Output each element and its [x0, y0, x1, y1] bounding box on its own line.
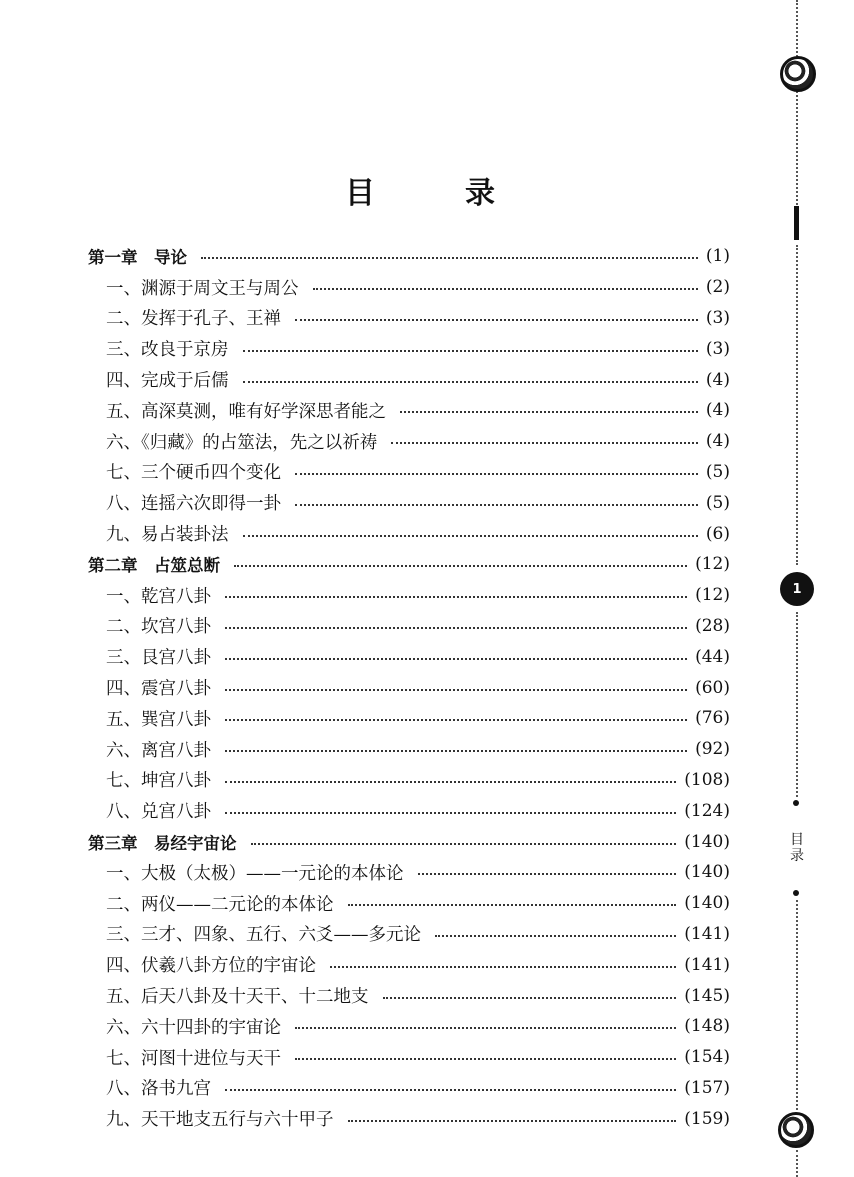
- toc-entry-label: 一、大极（太极）——一元论的本体论: [106, 863, 404, 884]
- margin-dot-lower: [793, 890, 799, 896]
- page-title-char-2: 录: [465, 176, 495, 211]
- toc-page-number: (28): [695, 615, 730, 636]
- toc-section-row[interactable]: [88, 303, 730, 334]
- margin-dot-upper: [793, 800, 799, 806]
- toc-section-row[interactable]: [88, 795, 730, 826]
- toc-leader-dots: [225, 596, 687, 598]
- toc-leader-dots: [225, 812, 676, 814]
- toc-section-row[interactable]: [88, 518, 730, 549]
- table-of-contents: [88, 241, 730, 1134]
- toc-entry-label: 第一章 导论: [88, 248, 187, 268]
- toc-page-number: (140): [684, 893, 730, 914]
- toc-section-row[interactable]: [88, 611, 730, 642]
- toc-entry-label: 四、伏羲八卦方位的宇宙论: [106, 956, 316, 977]
- toc-chapter-row[interactable]: [88, 549, 730, 580]
- toc-leader-dots: [251, 843, 677, 845]
- toc-entry-label: 八、兑宫八卦: [106, 802, 211, 823]
- toc-entry-label: 五、高深莫测，唯有好学深思者能之: [106, 401, 386, 422]
- toc-page-number: (148): [684, 1016, 730, 1037]
- toc-section-row[interactable]: [88, 457, 730, 488]
- toc-page-number: (76): [695, 708, 730, 729]
- toc-page-number: (1): [705, 246, 730, 267]
- toc-section-row[interactable]: [88, 703, 730, 734]
- toc-page-number: (145): [684, 985, 730, 1006]
- toc-leader-dots: [348, 1120, 677, 1122]
- toc-leader-dots: [400, 411, 698, 413]
- toc-leader-dots: [234, 565, 687, 567]
- toc-section-row[interactable]: [88, 426, 730, 457]
- toc-section-row[interactable]: [88, 580, 730, 611]
- toc-page-number: (4): [705, 400, 730, 421]
- toc-page-number: (2): [705, 277, 730, 298]
- toc-entry-label: 八、洛书九宫: [106, 1079, 211, 1100]
- margin-dotted-line-bottom: [796, 900, 798, 1110]
- toc-page-number: (6): [705, 523, 730, 544]
- toc-leader-dots: [313, 288, 698, 290]
- toc-entry-label: 二、发挥于孔子、王禅: [106, 309, 281, 330]
- toc-page-number: (108): [684, 769, 730, 790]
- toc-section-row[interactable]: [88, 1042, 730, 1073]
- toc-entry-label: 一、乾宫八卦: [106, 586, 211, 607]
- toc-page-number: (157): [684, 1077, 730, 1098]
- toc-leader-dots: [295, 1058, 676, 1060]
- toc-leader-dots: [295, 473, 698, 475]
- toc-page-number: (12): [695, 585, 730, 606]
- toc-leader-dots: [201, 257, 698, 259]
- side-section-label: 目录: [790, 832, 804, 864]
- toc-section-row[interactable]: [88, 364, 730, 395]
- page-number-badge: 1: [780, 572, 814, 606]
- toc-chapter-row[interactable]: [88, 241, 730, 272]
- toc-section-row[interactable]: [88, 272, 730, 303]
- toc-page-number: (159): [684, 1108, 730, 1129]
- toc-leader-dots: [348, 904, 677, 906]
- toc-page-number: (12): [695, 554, 730, 575]
- toc-leader-dots: [330, 966, 676, 968]
- toc-section-row[interactable]: [88, 672, 730, 703]
- toc-leader-dots: [295, 1027, 676, 1029]
- toc-leader-dots: [225, 627, 687, 629]
- toc-section-row[interactable]: [88, 949, 730, 980]
- toc-page-number: (44): [695, 646, 730, 667]
- toc-entry-label: 三、改良于京房: [106, 340, 229, 361]
- toc-entry-label: 四、完成于后儒: [106, 371, 229, 392]
- toc-entry-label: 六、离宫八卦: [106, 740, 211, 761]
- toc-page-number: (5): [705, 461, 730, 482]
- margin-dotted-line-top: [796, 0, 798, 205]
- toc-leader-dots: [225, 719, 687, 721]
- toc-section-row[interactable]: [88, 395, 730, 426]
- margin-dotted-line-lower: [796, 612, 798, 797]
- toc-section-row[interactable]: [88, 734, 730, 765]
- toc-entry-label: 九、天干地支五行与六十甲子: [106, 1110, 334, 1131]
- toc-page-number: (141): [684, 954, 730, 975]
- toc-leader-dots: [391, 442, 698, 444]
- toc-section-row[interactable]: [88, 333, 730, 364]
- toc-leader-dots: [295, 319, 698, 321]
- toc-entry-label: 七、三个硬币四个变化: [106, 463, 281, 484]
- toc-leader-dots: [243, 350, 698, 352]
- toc-section-row[interactable]: [88, 1103, 730, 1134]
- toc-page-number: (3): [705, 338, 730, 359]
- toc-leader-dots: [243, 535, 698, 537]
- toc-page-number: (141): [684, 923, 730, 944]
- toc-leader-dots: [225, 658, 687, 660]
- toc-entry-label: 二、坎宫八卦: [106, 617, 211, 638]
- page-title-char-1: 目: [345, 176, 375, 211]
- page-title: [345, 168, 495, 212]
- toc-page-number: (92): [695, 739, 730, 760]
- margin-dotted-line-end: [796, 1150, 798, 1177]
- toc-section-row[interactable]: [88, 980, 730, 1011]
- toc-entry-label: 七、坤宫八卦: [106, 771, 211, 792]
- toc-leader-dots: [418, 873, 677, 875]
- toc-leader-dots: [295, 504, 698, 506]
- toc-section-row[interactable]: [88, 765, 730, 796]
- toc-leader-dots: [383, 997, 677, 999]
- toc-entry-label: 四、震宫八卦: [106, 679, 211, 700]
- toc-section-row[interactable]: [88, 1011, 730, 1042]
- toc-chapter-row[interactable]: [88, 826, 730, 857]
- toc-entry-label: 三、三才、四象、五行、六爻——多元论: [106, 925, 421, 946]
- toc-entry-label: 八、连摇六次即得一卦: [106, 494, 281, 515]
- toc-section-row[interactable]: [88, 857, 730, 888]
- toc-page-number: (60): [695, 677, 730, 698]
- toc-section-row[interactable]: [88, 888, 730, 919]
- toc-entry-label: 一、渊源于周文王与周公: [106, 278, 299, 299]
- toc-leader-dots: [225, 689, 687, 691]
- toc-section-row[interactable]: [88, 919, 730, 950]
- toc-leader-dots: [243, 381, 698, 383]
- toc-entry-label: 六、六十四卦的宇宙论: [106, 1017, 281, 1038]
- toc-section-row[interactable]: [88, 641, 730, 672]
- toc-page-number: (5): [705, 492, 730, 513]
- toc-page-number: (3): [705, 307, 730, 328]
- taiji-emblem-icon-top: [780, 56, 816, 92]
- toc-leader-dots: [225, 750, 687, 752]
- toc-entry-label: 第三章 易经宇宙论: [88, 833, 237, 853]
- toc-leader-dots: [225, 781, 676, 783]
- toc-section-row[interactable]: [88, 1073, 730, 1104]
- toc-page-number: (4): [705, 369, 730, 390]
- toc-page-number: (154): [684, 1047, 730, 1068]
- toc-entry-label: 五、巽宫八卦: [106, 709, 211, 730]
- toc-entry-label: 七、河图十进位与天干: [106, 1048, 281, 1069]
- toc-leader-dots: [435, 935, 676, 937]
- toc-entry-label: 三、艮宫八卦: [106, 648, 211, 669]
- toc-entry-label: 六、《归藏》的占筮法，先之以祈祷: [106, 432, 378, 453]
- toc-entry-label: 五、后天八卦及十天干、十二地支: [106, 987, 369, 1008]
- toc-page-number: (140): [684, 862, 730, 883]
- toc-page-number: (4): [705, 431, 730, 452]
- margin-bar: [794, 206, 799, 240]
- toc-section-row[interactable]: [88, 487, 730, 518]
- toc-page-number: (140): [684, 831, 730, 852]
- toc-page-number: (124): [684, 800, 730, 821]
- toc-leader-dots: [225, 1089, 676, 1091]
- toc-entry-label: 第二章 占筮总断: [88, 556, 220, 576]
- margin-dotted-line-mid: [796, 245, 798, 565]
- toc-entry-label: 九、易占装卦法: [106, 525, 229, 546]
- taiji-emblem-icon-bottom: [778, 1112, 814, 1148]
- toc-entry-label: 二、两仪——二元论的本体论: [106, 894, 334, 915]
